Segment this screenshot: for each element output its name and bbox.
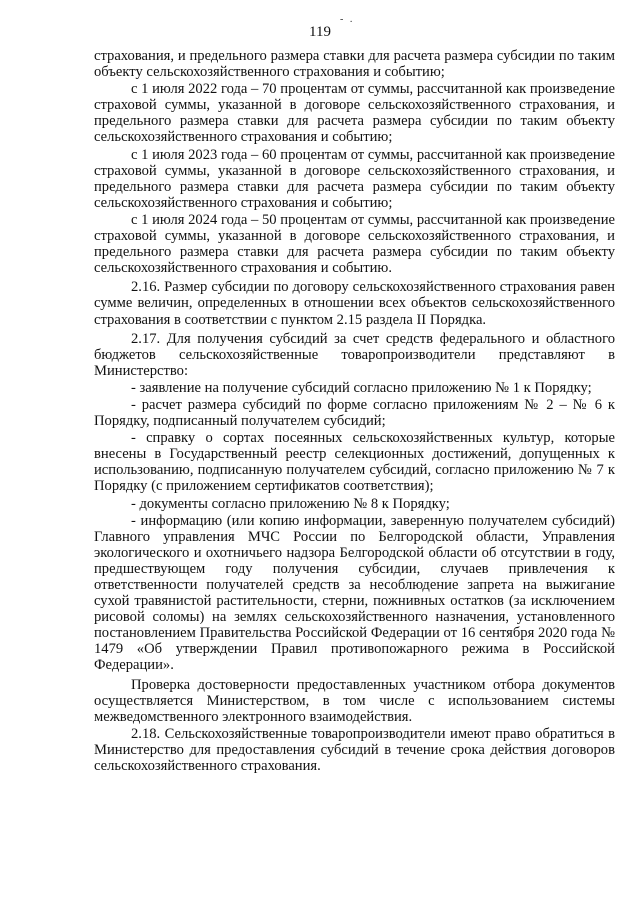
document-body <box>94 48 615 775</box>
page-number: 119 <box>309 24 331 40</box>
list-item-application: - заявление на получение субсидий согласно приложению № 1 к Порядку; <box>131 379 592 396</box>
paragraph-2-18: 2.18. Сельскохозяйственные товаропроизводители имеют право обратиться в Министерство для предоставления субсидий в течение срока действия договоров сельскохозяйственного страхования. <box>94 725 615 775</box>
list-item-documents: - документы согласно приложению № 8 к Порядку; <box>131 495 450 512</box>
paragraph-2023: с 1 июля 2023 года – 60 процентам от суммы, рассчитанной как произведение страховой суммы, указанной в договоре сельскохозяйственного страхования, и предельного размера ставки для расчета размера субсидии по таким объекту сельскохозяйственного страхования и событию; <box>94 146 615 211</box>
paragraph-2-17: 2.17. Для получения субсидий за счет средств федерального и областного бюджетов сельскохозяйственные товаропроизводители представляют в Министерство: <box>94 330 615 379</box>
list-item-information: - информацию (или копию информации, заверенную получателем субсидий) Главного управления МЧС России по Белгородской области, Управления экологического и охотничьего надзора Белгородской области об отсутствии в году, предшествующем году получения субсидии, случаев привлечения к ответственности получателей средств за несоблюдение запрета на выжигание сухой травянистой растительности, стерни, пожнивных остатков (за исключением рисовой соломы) на землях сельскохозяйственного назначения, установленного постановлением Правительства Российской Федерации от 16 сентября 2020 года № 1479 «Об утверждении Правил противопожарного режима в Российской Федерации». <box>94 512 615 674</box>
scan-mark: - . <box>340 14 355 25</box>
list-item-calculation: - расчет размера субсидий по форме согласно приложениям № 2 – № 6 к Порядку, подписанный получателем субсидий; <box>94 396 615 430</box>
paragraph-2-16: 2.16. Размер субсидии по договору сельскохозяйственного страхования равен сумме величин, определенных в отношении всех объектов сельскохозяйственного страхования в соответствии с пунктом 2.15 раздела II Порядка. <box>94 279 615 328</box>
paragraph-continuation: страхования, и предельного размера ставки для расчета размера субсидии по таким объекту сельскохозяйственного страхования и событию; <box>94 48 615 81</box>
paragraph-verification: Проверка достоверности предоставленных участником отбора документов осуществляется Министерством, в том числе с использованием системы межведомственного электронного взаимодействия. <box>94 676 615 725</box>
paragraph-2022: с 1 июля 2022 года – 70 процентам от суммы, рассчитанной как произведение страховой суммы, указанной в договоре сельскохозяйственного страхования, и предельного размера ставки для расчета размера субсидии по таким объекту сельскохозяйственного страхования и событию; <box>94 81 615 146</box>
paragraph-2024: с 1 июля 2024 года – 50 процентам от суммы, рассчитанной как произведение страховой суммы, указанной в договоре сельскохозяйственного страхования, и предельного размера ставки для расчета размера субсидии по таким объекту сельскохозяйственного страхования и событию. <box>94 211 615 277</box>
list-item-varieties: - справку о сортах посеянных сельскохозяйственных культур, которые внесены в Государственный реестр селекционных достижений, допущенных к использованию, подписанную получателем субсидий, согласно приложению № 7 к Порядку (с приложением сертификатов соответствия); <box>94 430 615 495</box>
